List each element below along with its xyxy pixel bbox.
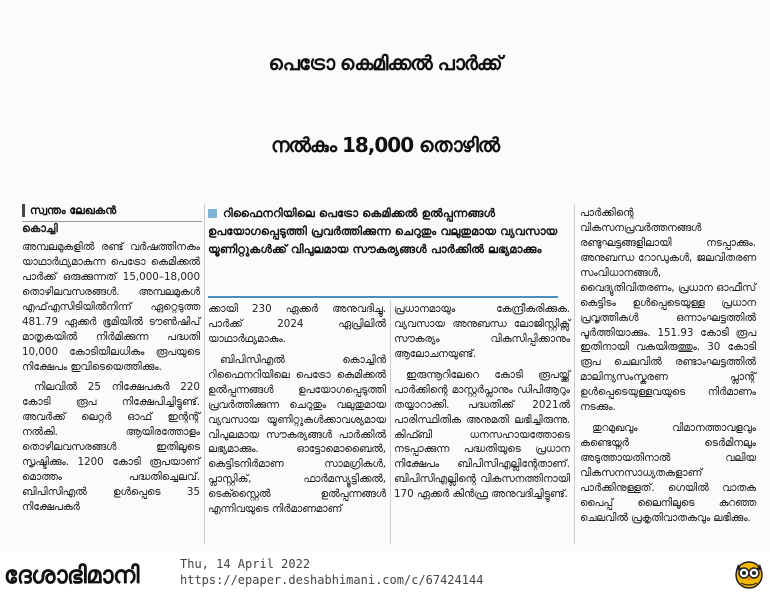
subheadline-text: റിഫൈനറിയിലെ പെട്രോ കെമിക്കൽ ഉൽപ്പന്നങ്ങൾ ഉപയോഗപ്പെടുത്തി പ്രവർത്തിക്കുന്ന ചെറുതും വലുതുമായ വ്യവസായ യൂണിറ്റുകൾക്ക് വിപുലമായ സൗകര്യങ്ങൾ പാർക്കിൽ ലഭ്യമാക്കും — [208, 206, 558, 256]
source-url[interactable]: https://epaper.deshabhimani.com/c/67424144 — [180, 573, 484, 587]
publish-date: Thu, 14 April 2022 — [180, 557, 311, 571]
article-column-3 — [394, 302, 570, 508]
byline-text: സ്വന്തം ലേഖകൻ — [22, 204, 116, 217]
column-divider — [574, 204, 575, 544]
paragraph: ഇരുന്നൂറിലേറെ കോടി രൂപയ്ക്ക് പാർക്കിന്റെ മാസ്റ്റർപ്ലാനും ഡിപിആറും തയ്യാറാക്കി. പദ്ധതിക്ക് 2021ൽ പാരിസ്ഥിതിക അനുമതി ലഭിച്ചിരുന്നു. കിഫ്ബി ധനസഹായത്തോടെ നടപ്പാക്കുന്ന പദ്ധതിയുടെ പ്രധാന നിക്ഷേപം ബിപിസിഎല്ലിന്റേതാണ്. ബിപിസിഎല്ലിന്റെ വികസനത്തിനായി 170 ഏക്കർ കിൻഫ്ര അനുവദിച്ചിട്ടുണ്ട്. — [394, 368, 570, 501]
article-column-2 — [208, 302, 386, 523]
paragraph: അമ്പലമുകളിൽ രണ്ട് വർഷത്തിനകം യാഥാർഥ്യമാകുന്ന പെട്രോ കെമിക്കൽ പാർക്ക് ഒരുക്കുന്നത് 15,000–18,000 തൊഴിലവസരങ്ങൾ. അമ്പലമുകൾ എഫ്എസിടിയിൽനിന്ന് ഏറ്റെടുത്ത 481.79 ഏക്കർ ഭൂമിയിൽ ടൗൺഷിപ് മാതൃകയിൽ നിർമിക്കുന്ന പദ്ധതി 10,000 കോടിയിലധികം രൂപയുടെ നിക്ഷേപം ഇവിടെയെത്തിക്കും. — [22, 241, 200, 373]
article-column-1 — [22, 240, 200, 521]
paragraph: നിലവിൽ 25 നിക്ഷേപകർ 220 കോടി രൂപ നിക്ഷേപിച്ചിട്ടുണ്ട്. അവർക്ക് ലെറ്റർ ഓഫ് ഇന്റന്റ് നൽകി. ആയിരത്തോളം തൊഴിലവസരങ്ങൾ ഇതിലൂടെ സൃഷ്ടിക്കും. 1200 കോടി രൂപയാണ് മൊത്തം പദ്ധതിച്ചെലവ്. ബിപിസിഎൽ ഉൾപ്പെടെ 35 നിക്ഷേപകർ — [22, 381, 200, 513]
subhead-square-icon — [208, 209, 217, 218]
paragraph: ബിപിസിഎൽ കൊച്ചിൻ റിഫൈനറിയിലെ പെട്രോ കെമിക്കൽ ഉൽപ്പന്നങ്ങൾ ഉപയോഗപ്പെടുത്തി പ്രവർത്തിക്കുന്ന ചെറുതും വലുതുമായ വ്യവസായ യൂണിറ്റുകൾക്കാവശ്യമായ വിപുലമായ സൗകര്യങ്ങൾ പാർക്കിൽ ലഭ്യമാക്കും. ഓട്ടോമൊബൈൽ, കെട്ടിടനിർമാണ സാമഗ്രികൾ, പ്ലാസ്റ്റിക്, ഫാർമസ്യൂട്ടിക്കൽ, ടെക്സ്റ്റൈൽ ഉൽപ്പന്നങ്ങൾ എന്നിവയുടെ നിർമാണമാണ് — [208, 353, 386, 516]
column-divider — [204, 204, 205, 544]
paragraph: ക്കായി 230 ഏക്കർ അനുവദിച്ചു. പാർക്ക് 2024 ഏപ്രിലിൽ യാഥാർഥ്യമാകും. — [208, 303, 386, 345]
subheadline — [208, 204, 566, 258]
byline — [22, 204, 202, 222]
headline-line-1: പെട്രോ കെമിക്കൽ പാർക്ക് — [268, 51, 502, 75]
paragraph: പാർക്കിന്റെ വികസനപ്രവർത്തനങ്ങൾ രണ്ടുഘട്ടങ്ങളിലായി നടപ്പാക്കും. അനുബന്ധ റോഡുകൾ, ജലവിതരണ സംവിധാനങ്ങൾ, വൈദ്യുതിവിതരണം, പ്രധാന ഓഫീസ് കെട്ടിടം ഉൾപ്പെടെയുള്ള പ്രധാന പ്രവൃത്തികൾ ഒന്നാംഘട്ടത്തിൽ പൂർത്തിയാക്കും. 151.93 കോടി രൂപ ഇതിനായി വകയിരുത്തും. 30 കോടി രൂപ ചെലവിൽ രണ്ടാംഘട്ടത്തിൽ മാലിന്യസംസ്കരണ പ്ലാന്റ് ഉൾപ്പെടെയുള്ളവയുടെ നിർമാണം നടക്കും. — [580, 207, 756, 414]
newspaper-logo: ദേശാഭിമാനി — [4, 561, 139, 589]
subhead-rule — [208, 296, 558, 298]
paragraph: തുറമുഖവും വിമാനത്താവളവും കണ്ടെയ്നർ ടെർമിനലും അടുത്തായതിനാൽ വലിയ വികസനസാധ്യതകളാണ് പാർക്കിനുള്ളത്. ഗെയിൽ വാതക പൈപ്പ് ലൈനിലൂടെ കുറഞ്ഞ ചെലവിൽ പ്രകൃതിവാതകവും ലഭിക്കും. — [580, 422, 756, 524]
column-divider — [390, 300, 391, 544]
headline-line-2: നൽകും 18,000 തൊഴിൽ — [270, 133, 500, 157]
paragraph: പ്രധാനമായും കേന്ദ്രീകരിക്കുക. വ്യവസായ അനുബന്ധ ലോജിസ്റ്റിക്സ് സൗകര്യം വികസിപ്പിക്കാനും ആലോചനയുണ്ട്. — [394, 303, 570, 360]
article-column-4 — [580, 206, 756, 532]
owl-icon — [732, 556, 766, 590]
dateline: കൊച്ചി — [22, 222, 58, 235]
